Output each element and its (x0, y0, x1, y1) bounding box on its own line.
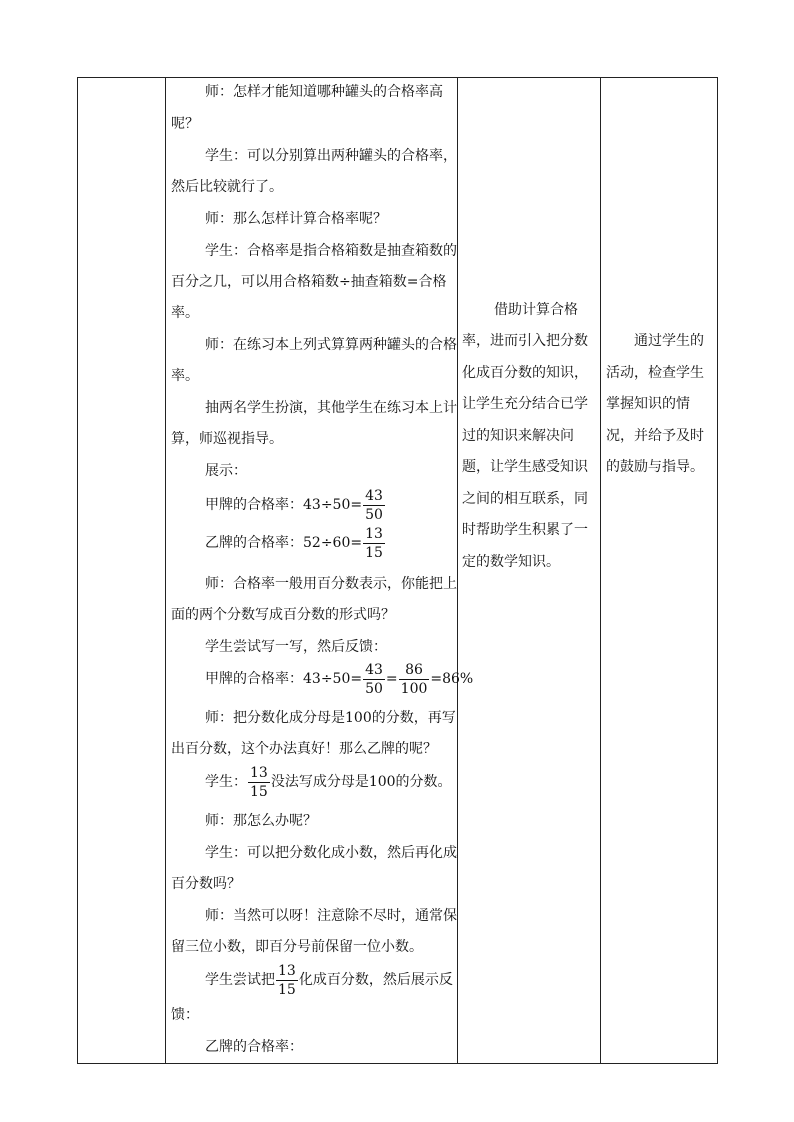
student-fraction-line: 学生： $\frac{13}{15}$ 没法写成分母是100的分数。 (205, 764, 452, 800)
note-line-3: 掌握知识的情 (606, 396, 690, 412)
fraction: $\frac{13}{15}$ (250, 764, 268, 800)
try-fraction-line: 学生尝试把 $\frac{13}{15}$ 化成百分数，然后展示反 (205, 962, 453, 998)
line-8: 率。 (171, 305, 199, 321)
design-intent-cell (462, 0, 597, 1122)
line-12: 算，师巡视指导。 (171, 431, 283, 447)
intent-line-9: 定的数学知识。 (462, 554, 560, 570)
line-9: 师：在练习本上列式算算两种罐头的合格 (205, 337, 457, 353)
intent-line-4: 让学生充分结合已学 (462, 396, 588, 412)
line-14: 师：合格率一般用百分数表示，你能把上 (205, 576, 457, 592)
line-21: 百分数吗？ (171, 876, 241, 892)
line-4: 然后比较就行了。 (171, 179, 283, 195)
line-1: 师：怎样才能知道哪种罐头的合格率高 (205, 84, 443, 100)
note-line-4: 况，并给予及时 (606, 428, 704, 444)
line-3: 学生：可以分别算出两种罐头的合格率， (205, 148, 457, 164)
line-5: 师：那么怎样计算合格率呢？ (205, 211, 387, 227)
formula-jia: 甲牌的合格率：43÷50= $\frac{43}{50}$ (205, 487, 383, 523)
formula-jia-percent: 甲牌的合格率：43÷50= $\frac{43}{50}$ = $\frac{86}{100}$ =86% (205, 661, 474, 697)
fraction: $\frac{13}{15}$ (278, 962, 296, 998)
intent-line-2: 率，进而引入把分数 (462, 333, 588, 349)
line-22: 师：当然可以呀！注意除不尽时，通常保 (205, 908, 457, 924)
intent-line-8: 时帮助学生积累了一 (462, 522, 588, 538)
stage-cell (78, 78, 164, 1062)
fraction: $\frac{43}{50}$ (365, 487, 383, 523)
column-divider-1 (165, 77, 166, 1064)
line-23: 留三位小数，即百分号前保留一位小数。 (171, 939, 423, 955)
fraction: $\frac{43}{50}$ (365, 661, 383, 697)
intent-line-5: 过的知识来解决问 (462, 428, 574, 444)
line-18: 出百分数，这个办法真好！那么乙牌的呢？ (171, 741, 437, 757)
note-cell (606, 0, 714, 1122)
intent-line-1: 借助计算合格 (494, 302, 578, 318)
line-25: 乙牌的合格率： (205, 1039, 303, 1055)
intent-line-6: 题，让学生感受知识 (462, 459, 588, 475)
line-11: 抽两名学生扮演，其他学生在练习本上计 (205, 400, 457, 416)
intent-line-3: 化成百分数的知识， (462, 365, 588, 381)
line-17: 师：把分数化成分母是100的分数，再写 (205, 710, 456, 726)
line-24: 馈： (171, 1007, 199, 1023)
note-line-1: 通过学生的 (634, 333, 704, 349)
line-13: 展示： (205, 463, 247, 479)
teaching-process-cell (171, 0, 474, 1122)
line-7: 百分之几，可以用合格箱数÷抽查箱数=合格 (171, 274, 447, 290)
fraction: $\frac{13}{15}$ (365, 525, 383, 561)
column-divider-3 (600, 77, 601, 1064)
formula-yi: 乙牌的合格率：52÷60= $\frac{13}{15}$ (205, 525, 383, 561)
note-line-2: 活动，检查学生 (606, 365, 704, 381)
line-2: 呢？ (171, 116, 199, 132)
intent-line-7: 之间的相互联系，同 (462, 491, 588, 507)
line-10: 率。 (171, 368, 199, 384)
fraction: $\frac{86}{100}$ (400, 661, 428, 697)
column-divider-2 (457, 77, 458, 1064)
table-right-border (717, 77, 718, 1064)
line-16: 学生尝试写一写，然后反馈： (205, 639, 387, 655)
line-19: 师：那怎么办呢？ (205, 813, 317, 829)
line-20: 学生：可以把分数化成小数，然后再化成 (205, 845, 457, 861)
note-line-5: 的鼓励与指导。 (606, 459, 704, 475)
line-6: 学生：合格率是指合格箱数是抽查箱数的 (205, 243, 457, 259)
line-15: 面的两个分数写成百分数的形式吗？ (171, 607, 395, 623)
